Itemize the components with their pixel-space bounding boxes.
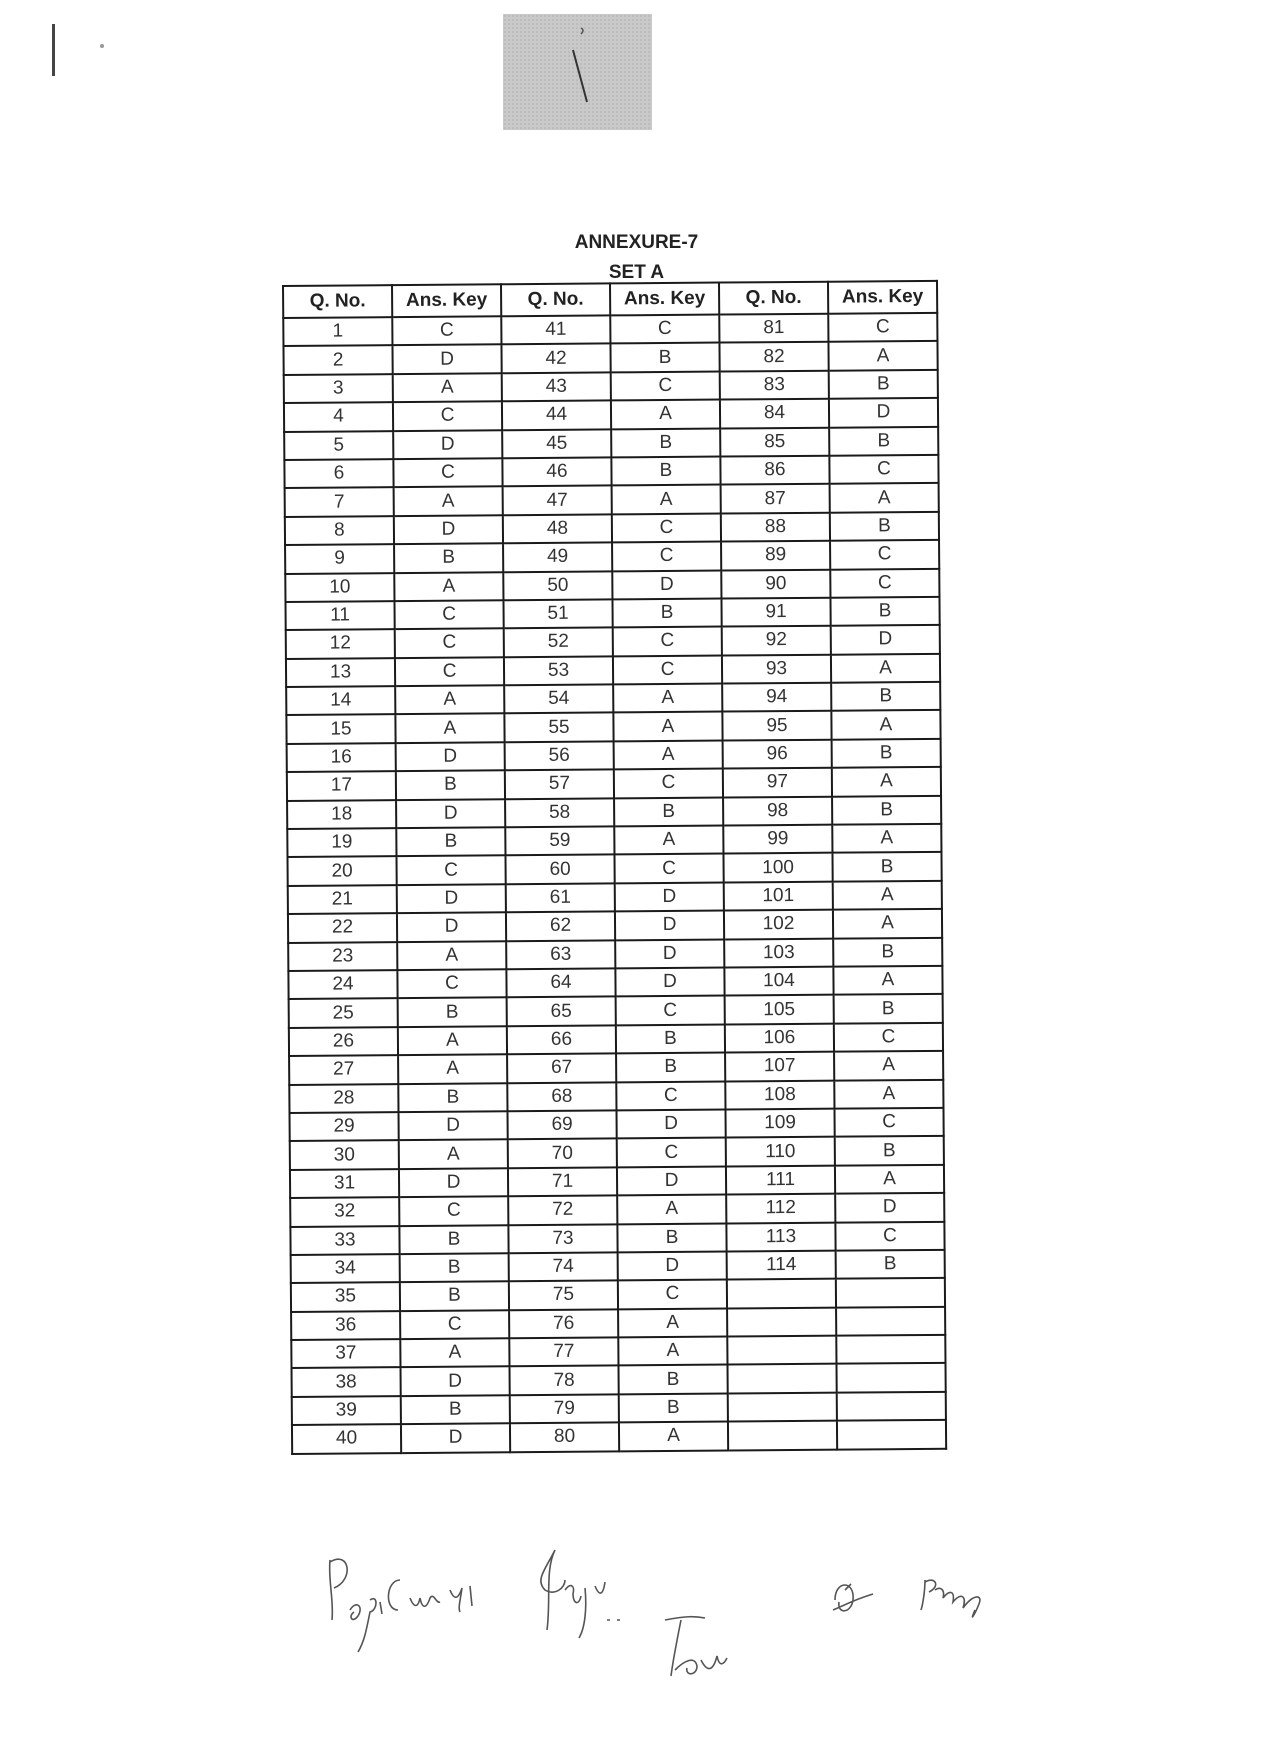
answer-key-cell: C: [611, 371, 720, 400]
answer-key-cell: B: [611, 428, 720, 457]
question-number-cell: 70: [508, 1139, 617, 1168]
question-number-cell: 11: [285, 601, 394, 630]
question-number-cell: 43: [502, 372, 611, 401]
answer-key-cell: A: [614, 740, 723, 769]
answer-key-cell: [836, 1278, 945, 1307]
question-number-cell: 96: [723, 740, 832, 769]
question-number-cell: 80: [510, 1423, 619, 1452]
question-number-cell: 41: [501, 315, 610, 344]
pen-stroke-icon: [503, 14, 652, 130]
question-number-cell: 79: [510, 1394, 619, 1423]
question-number-cell: 72: [508, 1196, 617, 1225]
answer-key-cell: D: [612, 570, 721, 599]
question-number-cell: 35: [291, 1282, 400, 1311]
answer-key-cell: A: [834, 1051, 943, 1080]
answer-key-cell: B: [834, 994, 943, 1023]
question-number-cell: 76: [509, 1309, 618, 1338]
question-number-cell: 63: [506, 940, 615, 969]
question-number-cell: 48: [503, 514, 612, 543]
answer-key-cell: D: [618, 1251, 727, 1280]
answer-key-cell: D: [397, 884, 506, 913]
question-number-cell: 84: [720, 399, 829, 428]
answer-key-cell: C: [395, 657, 504, 686]
answer-key-cell: C: [618, 1280, 727, 1309]
answer-key-cell: A: [828, 341, 937, 370]
answer-key-cell: D: [401, 1423, 510, 1452]
answer-key-cell: D: [396, 799, 505, 828]
question-number-cell: 75: [509, 1281, 618, 1310]
question-number-cell: 3: [284, 374, 393, 403]
answer-key-cell: C: [394, 600, 503, 629]
question-number-cell: 28: [289, 1084, 398, 1113]
handwritten-signature-3: [655, 1610, 745, 1690]
question-number-cell: 36: [291, 1311, 400, 1340]
question-number-cell: 94: [722, 683, 831, 712]
answer-key-cell: D: [616, 1109, 725, 1138]
question-number-cell: [727, 1336, 836, 1365]
question-number-cell: 13: [286, 658, 395, 687]
answer-key-cell: D: [397, 912, 506, 941]
answer-key-cell: C: [834, 1023, 943, 1052]
column-header: Ans. Key: [392, 284, 501, 317]
answer-key-cell: C: [835, 1221, 944, 1250]
question-number-cell: 25: [289, 998, 398, 1027]
answer-key-cell: A: [831, 654, 940, 683]
answer-key-cell: B: [618, 1365, 727, 1394]
answer-key-cell: D: [615, 911, 724, 940]
question-number-cell: 44: [502, 401, 611, 430]
question-number-cell: [727, 1279, 836, 1308]
question-number-cell: 55: [504, 713, 613, 742]
answer-key-cell: C: [400, 1310, 509, 1339]
question-number-cell: 39: [292, 1396, 401, 1425]
answer-key-cell: A: [614, 826, 723, 855]
question-number-cell: 77: [509, 1337, 618, 1366]
answer-key-cell: D: [835, 1193, 944, 1222]
question-number-cell: 106: [725, 1023, 834, 1052]
answer-key-cell: A: [833, 966, 942, 995]
question-number-cell: 1: [283, 317, 392, 346]
question-number-cell: 27: [289, 1055, 398, 1084]
answer-key-cell: D: [392, 345, 501, 374]
answer-key-cell: C: [399, 1196, 508, 1225]
question-number-cell: 16: [287, 743, 396, 772]
answer-key-cell: C: [614, 769, 723, 798]
answer-key-cell: A: [835, 1165, 944, 1194]
question-number-cell: 102: [724, 910, 833, 939]
handwritten-signature-2: [525, 1540, 645, 1650]
answer-key-cell: A: [834, 1079, 943, 1108]
question-number-cell: 6: [284, 459, 393, 488]
question-number-cell: 83: [720, 370, 829, 399]
question-number-cell: 30: [290, 1140, 399, 1169]
question-number-cell: 58: [505, 798, 614, 827]
answer-key-cell: B: [396, 771, 505, 800]
answer-key-cell: D: [399, 1168, 508, 1197]
scan-artifact-mark: [52, 24, 55, 76]
question-number-cell: 49: [503, 543, 612, 572]
answer-key-cell: C: [614, 854, 723, 883]
question-number-cell: 38: [292, 1368, 401, 1397]
answer-key-cell: B: [612, 598, 721, 627]
question-number-cell: 5: [284, 431, 393, 460]
answer-key-cell: C: [617, 1138, 726, 1167]
handwritten-signature-1: [320, 1540, 500, 1670]
column-header: Q. No.: [501, 283, 610, 316]
answer-key-cell: A: [613, 712, 722, 741]
document-subtitle: SET A: [608, 262, 665, 283]
question-number-cell: 78: [510, 1366, 619, 1395]
answer-key-cell: A: [832, 767, 941, 796]
question-number-cell: 34: [291, 1254, 400, 1283]
question-number-cell: 89: [721, 541, 830, 570]
question-number-cell: 19: [287, 828, 396, 857]
question-number-cell: 33: [290, 1226, 399, 1255]
question-number-cell: 15: [286, 715, 395, 744]
answer-key-cell: B: [617, 1223, 726, 1252]
answer-key-cell: C: [395, 629, 504, 658]
answer-key-cell: B: [832, 795, 941, 824]
answer-key-cell: B: [829, 426, 938, 455]
answer-key-cell: [837, 1420, 946, 1449]
question-number-cell: 45: [502, 429, 611, 458]
answer-key-cell: [837, 1392, 946, 1421]
question-number-cell: 69: [507, 1110, 616, 1139]
column-header: Q. No.: [283, 285, 392, 318]
answer-key-cell: B: [394, 543, 503, 572]
answer-key-cell: C: [612, 542, 721, 571]
question-number-cell: 31: [290, 1169, 399, 1198]
column-header: Q. No.: [719, 282, 828, 315]
answer-key-cell: C: [616, 996, 725, 1025]
answer-key-cell: B: [398, 998, 507, 1027]
question-number-cell: [728, 1393, 837, 1422]
question-number-cell: 60: [505, 855, 614, 884]
question-number-cell: 59: [505, 826, 614, 855]
answer-key-cell: B: [831, 682, 940, 711]
answer-key-cell: C: [397, 969, 506, 998]
question-number-cell: 81: [719, 314, 828, 343]
question-number-cell: 66: [507, 1025, 616, 1054]
answer-key-cell: B: [830, 597, 939, 626]
answer-key-cell: D: [396, 742, 505, 771]
question-number-cell: 64: [506, 968, 615, 997]
answer-key-cell: D: [398, 1111, 507, 1140]
question-number-cell: 51: [503, 599, 612, 628]
question-number-cell: 65: [507, 997, 616, 1026]
answer-key-cell: A: [617, 1195, 726, 1224]
question-number-cell: 68: [507, 1082, 616, 1111]
scan-artifact-speck: [100, 44, 104, 48]
question-number-cell: 9: [285, 544, 394, 573]
answer-key-cell: C: [393, 401, 502, 430]
question-number-cell: 40: [292, 1424, 401, 1453]
table-header-row: [283, 281, 937, 318]
answer-key-cell: B: [614, 797, 723, 826]
question-number-cell: 26: [289, 1027, 398, 1056]
question-number-cell: 32: [290, 1197, 399, 1226]
answer-key-cell: B: [830, 512, 939, 541]
question-number-cell: 61: [506, 883, 615, 912]
question-number-cell: 82: [719, 342, 828, 371]
answer-key-cell: C: [613, 627, 722, 656]
answer-key-cell: A: [394, 487, 503, 516]
question-number-cell: 24: [288, 970, 397, 999]
question-number-cell: 100: [723, 853, 832, 882]
question-number-cell: 92: [722, 626, 831, 655]
answer-key-cell: A: [395, 685, 504, 714]
question-number-cell: 10: [285, 573, 394, 602]
question-number-cell: 52: [504, 628, 613, 657]
column-header: Ans. Key: [828, 281, 937, 314]
answer-key-cell: A: [832, 824, 941, 853]
question-number-cell: 91: [721, 598, 830, 627]
question-number-cell: 23: [288, 942, 397, 971]
answer-key-cell: A: [395, 714, 504, 743]
answer-key-cell: D: [394, 515, 503, 544]
answer-key-cell: C: [613, 655, 722, 684]
answer-key-cell: A: [398, 1054, 507, 1083]
question-number-cell: 86: [720, 456, 829, 485]
question-number-cell: 111: [726, 1165, 835, 1194]
question-number-cell: 112: [726, 1194, 835, 1223]
answer-key-cell: D: [401, 1367, 510, 1396]
question-number-cell: 18: [287, 800, 396, 829]
answer-key-cell: [836, 1363, 945, 1392]
question-number-cell: 107: [725, 1052, 834, 1081]
question-number-cell: 98: [723, 796, 832, 825]
question-number-cell: 46: [502, 457, 611, 486]
answer-key-cell: B: [611, 457, 720, 486]
question-number-cell: 57: [505, 770, 614, 799]
question-number-cell: 109: [725, 1109, 834, 1138]
answer-key-cell: C: [829, 455, 938, 484]
answer-key-cell: B: [616, 1024, 725, 1053]
answer-key-cell: C: [616, 1081, 725, 1110]
answer-key-cell: A: [619, 1422, 728, 1451]
question-number-cell: 4: [284, 402, 393, 431]
answer-key-cell: D: [615, 939, 724, 968]
answer-key-cell: A: [833, 881, 942, 910]
question-number-cell: 97: [723, 768, 832, 797]
answer-key-cell: A: [393, 373, 502, 402]
question-number-cell: 105: [725, 995, 834, 1024]
question-number-cell: 113: [726, 1222, 835, 1251]
answer-key-cell: B: [398, 1083, 507, 1112]
answer-key-cell: C: [610, 315, 719, 344]
table-row: [292, 1420, 946, 1454]
answer-key-cell: B: [619, 1393, 728, 1422]
question-number-cell: 17: [287, 771, 396, 800]
answer-key-cell: A: [394, 572, 503, 601]
question-number-cell: 103: [724, 938, 833, 967]
answer-key-cell: D: [617, 1166, 726, 1195]
answer-key-cell: B: [610, 343, 719, 372]
answer-key-cell: A: [830, 483, 939, 512]
answer-key-cell: B: [616, 1053, 725, 1082]
answer-key-cell: B: [833, 937, 942, 966]
question-number-cell: 62: [506, 912, 615, 941]
question-number-cell: 7: [285, 487, 394, 516]
question-number-cell: 99: [723, 825, 832, 854]
question-number-cell: 53: [504, 656, 613, 685]
answer-key-cell: B: [401, 1395, 510, 1424]
question-number-cell: 67: [507, 1054, 616, 1083]
answer-key-cell: C: [834, 1108, 943, 1137]
answer-key-cell: A: [397, 941, 506, 970]
answer-key-cell: A: [612, 485, 721, 514]
answer-key-cell: D: [615, 968, 724, 997]
answer-key-cell: [836, 1306, 945, 1335]
question-number-cell: 37: [291, 1339, 400, 1368]
question-number-cell: 42: [501, 344, 610, 373]
answer-key-cell: A: [613, 684, 722, 713]
question-number-cell: 108: [725, 1080, 834, 1109]
answer-key-cell: A: [399, 1140, 508, 1169]
signature-area: [300, 1540, 1020, 1690]
question-number-cell: 54: [504, 684, 613, 713]
question-number-cell: 87: [721, 484, 830, 513]
answer-key-cell: C: [393, 458, 502, 487]
question-number-cell: 74: [509, 1252, 618, 1281]
answer-key-cell: A: [618, 1337, 727, 1366]
handwritten-signature-4: [825, 1560, 1025, 1640]
question-number-cell: 22: [288, 913, 397, 942]
answer-key-cell: A: [618, 1308, 727, 1337]
question-number-cell: 8: [285, 516, 394, 545]
answer-key-cell: C: [828, 313, 937, 342]
answer-key-cell: A: [611, 400, 720, 429]
answer-key-cell: B: [836, 1250, 945, 1279]
question-number-cell: 93: [722, 654, 831, 683]
question-number-cell: 47: [503, 486, 612, 515]
answer-key-cell: B: [396, 827, 505, 856]
question-number-cell: 114: [727, 1251, 836, 1280]
question-number-cell: 95: [722, 711, 831, 740]
question-number-cell: 88: [721, 512, 830, 541]
answer-key-cell: D: [615, 882, 724, 911]
question-number-cell: [727, 1307, 836, 1336]
question-number-cell: 85: [720, 427, 829, 456]
answer-key-cell: [836, 1335, 945, 1364]
question-number-cell: 20: [287, 857, 396, 886]
answer-key-table: [282, 280, 947, 1455]
answer-key-cell: C: [392, 316, 501, 345]
question-number-cell: 56: [505, 741, 614, 770]
answer-key-cell: B: [832, 739, 941, 768]
answer-key-cell: D: [829, 398, 938, 427]
column-header: Ans. Key: [610, 283, 719, 316]
question-number-cell: 110: [726, 1137, 835, 1166]
question-number-cell: 101: [724, 882, 833, 911]
answer-key-cell: B: [832, 852, 941, 881]
answer-key-cell: D: [393, 430, 502, 459]
question-number-cell: 90: [721, 569, 830, 598]
answer-key-cell: D: [831, 625, 940, 654]
answer-key-cell: C: [830, 568, 939, 597]
document-title: ANNEXURE-7: [574, 232, 699, 253]
question-number-cell: 73: [508, 1224, 617, 1253]
answer-key-cell: A: [398, 1026, 507, 1055]
answer-key-cell: B: [829, 370, 938, 399]
answer-key-cell: B: [400, 1253, 509, 1282]
answer-key-cell: B: [400, 1282, 509, 1311]
question-number-cell: [727, 1364, 836, 1393]
question-number-cell: 50: [503, 571, 612, 600]
question-number-cell: 29: [290, 1112, 399, 1141]
answer-key-cell: A: [833, 909, 942, 938]
grey-stamp-box: [503, 14, 652, 130]
answer-key-cell: A: [400, 1338, 509, 1367]
answer-key-cell: A: [831, 710, 940, 739]
answer-key-cell: C: [396, 856, 505, 885]
question-number-cell: 71: [508, 1167, 617, 1196]
question-number-cell: 21: [288, 885, 397, 914]
answer-key-table-body: [283, 313, 946, 1454]
question-number-cell: 12: [286, 629, 395, 658]
answer-key-cell: B: [835, 1136, 944, 1165]
answer-key-cell: C: [612, 513, 721, 542]
answer-key-cell: B: [399, 1225, 508, 1254]
question-number-cell: 14: [286, 686, 395, 715]
question-number-cell: [728, 1421, 837, 1450]
question-number-cell: 2: [283, 346, 392, 375]
question-number-cell: 104: [724, 967, 833, 996]
answer-key-cell: C: [830, 540, 939, 569]
